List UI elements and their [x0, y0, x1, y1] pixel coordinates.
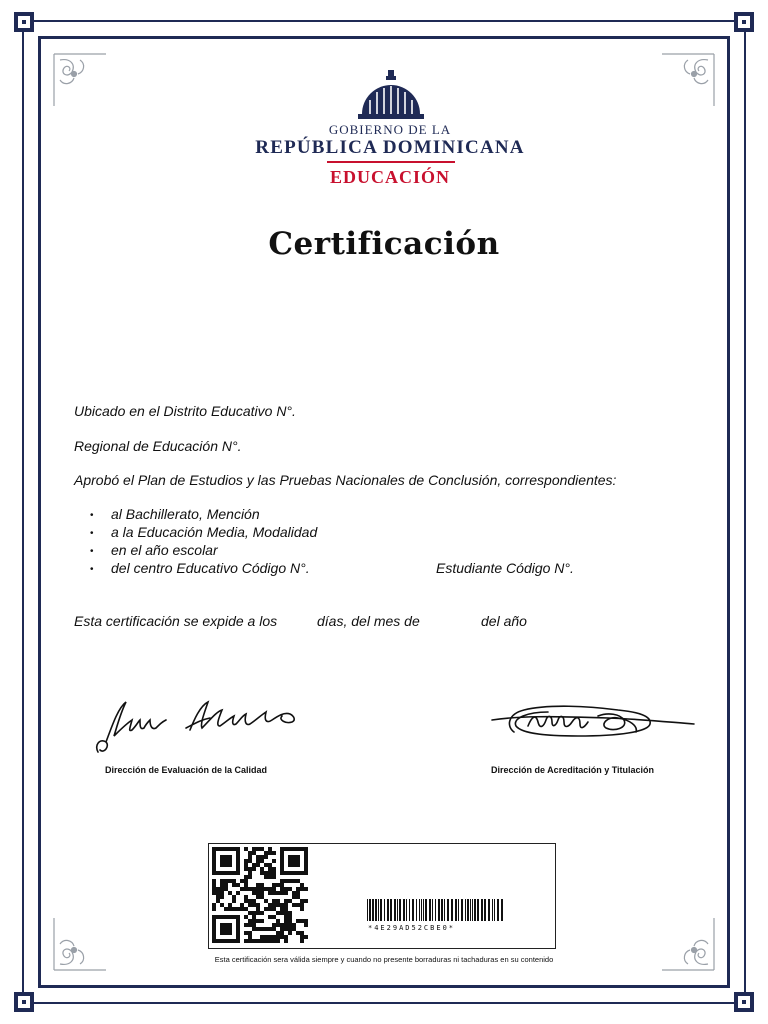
issued-prefix: Esta certificación se expide a los: [74, 613, 278, 629]
regional-line: Regional de Educación N°.: [74, 438, 242, 454]
district-line: Ubicado en el Distrito Educativo N°.: [74, 403, 296, 419]
bullet-item-centro-codigo: del centro Educativo Código N°.: [111, 560, 310, 576]
bullet-icon: •: [90, 564, 94, 575]
corner-square-top-right: [734, 12, 754, 32]
corner-square-top-left: [14, 12, 34, 32]
left-signature-label: Dirección de Evaluación de la Calidad: [105, 765, 268, 775]
corner-square-bottom-right: [734, 992, 754, 1012]
government-logo: [230, 68, 550, 192]
logo-divider: [327, 161, 455, 163]
logo-main-text: REPÚBLICA DOMINICANA: [255, 137, 525, 158]
bullet-item-educacion-media: a la Educación Media, Modalidad: [111, 524, 318, 540]
bullet-item-ano-escolar: en el año escolar: [111, 542, 218, 558]
approved-line: Aprobó el Plan de Estudios y las Pruebas Nacionales de Conclusión, correspondientes:: [74, 472, 617, 488]
ornament-top-left-icon: [50, 50, 110, 110]
barcode-icon: [367, 899, 507, 921]
ornament-bottom-right-icon: [658, 914, 718, 974]
student-code-label: Estudiante Código N°.: [436, 560, 574, 576]
page-title: Certificación: [268, 226, 500, 262]
dome-icon: [358, 70, 424, 120]
bullet-icon: •: [90, 510, 94, 521]
qr-code-icon: [211, 846, 309, 946]
signature-right-image: [488, 696, 698, 746]
bullet-icon: •: [90, 528, 94, 539]
bullet-icon: •: [90, 546, 94, 557]
ornament-top-right-icon: [658, 50, 718, 110]
logo-top-text: GOBIERNO DE LA: [328, 122, 452, 137]
logo-sub-text: EDUCACIÓN: [329, 167, 450, 187]
validity-note: Esta certificación sera válida siempre y cuando no presente borraduras ni tachaduras en su contenido: [214, 955, 554, 964]
verification-box: [208, 843, 556, 949]
corner-square-bottom-left: [14, 992, 34, 1012]
bullet-item-bachillerato: al Bachillerato, Mención: [111, 506, 260, 522]
signature-left-image: [90, 690, 305, 760]
issued-year-label: del año: [481, 613, 527, 629]
right-signature-label: Dirección de Acreditación y Titulación: [491, 765, 655, 775]
ornament-bottom-left-icon: [50, 914, 110, 974]
issued-days-label: días, del mes de: [317, 613, 420, 629]
barcode-code: *4E29AD52CBE0*: [368, 924, 456, 932]
